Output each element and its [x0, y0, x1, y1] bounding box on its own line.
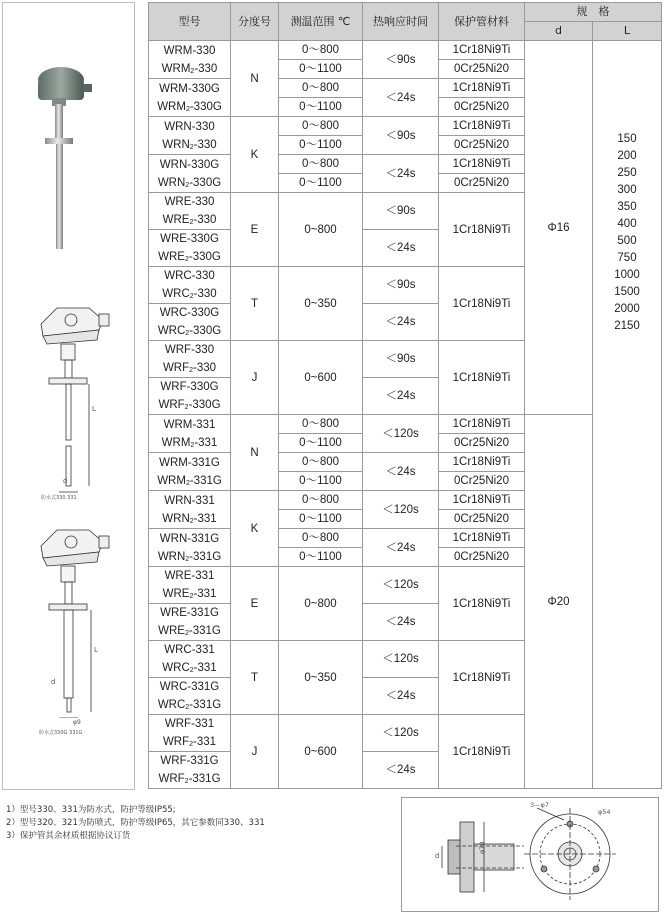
model-name: WRC-330G	[159, 307, 220, 319]
drawing-label-d1: d	[63, 477, 68, 485]
notes	[6, 804, 265, 843]
model-name: WRE-330	[164, 196, 215, 208]
grade-cell: T	[231, 641, 279, 715]
response-cell: ＜90s	[363, 117, 439, 155]
material-cell: 1Cr18Ni9Ti	[439, 193, 525, 267]
material-cell: 0Cr25Ni20	[439, 60, 525, 79]
length-value: 400	[617, 218, 637, 230]
model-name: $WRE_2-330G$	[158, 251, 221, 263]
note-item: 1）型号330、331为防水式，防护等级IP55;	[6, 805, 176, 815]
material-cell: 0Cr25Ni20	[439, 136, 525, 155]
drawing-label-L1: L	[92, 405, 96, 413]
grade-cell: K	[231, 117, 279, 193]
range-cell: 0～800	[279, 491, 363, 510]
material-cell: 1Cr18Ni9Ti	[439, 715, 525, 789]
model-cell	[149, 453, 231, 491]
response-cell: ＜24s	[363, 604, 439, 641]
model-name: WRM-331G	[159, 456, 220, 469]
table-row	[149, 41, 662, 60]
model-name: WRF-330	[164, 344, 215, 356]
grade-cell: N	[231, 415, 279, 491]
model-cell	[149, 230, 231, 267]
model-name: WRN-331G	[159, 532, 220, 545]
model-name: WRE-331G	[160, 607, 219, 619]
model-cell	[149, 529, 231, 567]
material-cell: 0Cr25Ni20	[439, 510, 525, 529]
range-cell: 0～800	[279, 529, 363, 548]
grade-cell: E	[231, 567, 279, 641]
response-cell: ＜24s	[363, 155, 439, 193]
grade-cell: E	[231, 193, 279, 267]
diameter-cell: Φ20	[525, 415, 593, 789]
header-spec: 规 格	[525, 3, 662, 22]
model-name: $WRC_2-330G$	[157, 325, 222, 337]
range-cell: 0~600	[279, 715, 363, 789]
range-cell: 0~350	[279, 641, 363, 715]
response-cell: ＜24s	[363, 752, 439, 789]
model-cell	[149, 41, 231, 79]
model-cell	[149, 641, 231, 678]
model-name: WRM-330	[163, 44, 216, 57]
model-name: $WRC_2-331$	[162, 662, 217, 674]
model-name: $WRF_2-330$	[162, 362, 217, 374]
material-cell: 0Cr25Ni20	[439, 472, 525, 491]
model-name: WRE-331	[164, 570, 215, 582]
model-name: WRN-330G	[159, 158, 220, 171]
model-name: WRF-330G	[160, 381, 219, 393]
dimension-drawing-330	[3, 296, 134, 506]
range-cell: 0～1100	[279, 98, 363, 117]
model-name: $WRE_2-331$	[162, 588, 217, 600]
length-value: 750	[617, 252, 637, 264]
grade-cell: J	[231, 341, 279, 415]
model-name: WRC-331G	[159, 681, 220, 693]
response-cell: ＜120s	[363, 491, 439, 529]
drawing-label-L2: L	[94, 646, 98, 654]
model-name: $WRN_2-330$	[162, 138, 217, 151]
drawing-label-d2: d	[51, 678, 56, 686]
model-name: $WRF_2-330G$	[158, 399, 221, 411]
material-cell: 1Cr18Ni9Ti	[439, 415, 525, 434]
table-row	[149, 415, 662, 434]
model-cell	[149, 378, 231, 415]
response-cell: ＜90s	[363, 267, 439, 304]
range-cell: 0～1100	[279, 434, 363, 453]
header-material: 保护管材料	[439, 3, 525, 41]
model-name: $WRM_2-330G$	[157, 100, 222, 113]
model-cell	[149, 155, 231, 193]
material-cell: 1Cr18Ni9Ti	[439, 567, 525, 641]
response-cell: ＜120s	[363, 641, 439, 678]
material-cell: 0Cr25Ni20	[439, 434, 525, 453]
response-cell: ＜24s	[363, 304, 439, 341]
model-cell	[149, 304, 231, 341]
model-name: $WRM_2-330$	[161, 62, 218, 75]
response-cell: ＜24s	[363, 79, 439, 117]
material-cell: 1Cr18Ni9Ti	[439, 491, 525, 510]
drawing-caption-330G: 防水式330G 331G	[39, 730, 83, 736]
grade-cell: N	[231, 41, 279, 117]
model-name: $WRM_2-331$	[161, 436, 218, 449]
model-cell	[149, 752, 231, 789]
flange-drawing-panel	[401, 797, 659, 912]
range-cell: 0～1100	[279, 60, 363, 79]
length-value: 1500	[614, 286, 640, 298]
model-cell	[149, 341, 231, 378]
range-cell: 0～800	[279, 155, 363, 174]
model-name: WRM-330G	[159, 82, 220, 95]
model-cell	[149, 415, 231, 453]
range-cell: 0~800	[279, 193, 363, 267]
length-value: 500	[617, 235, 637, 247]
model-name: $WRE_2-330$	[162, 214, 217, 226]
model-name: $WRN_2-331$	[162, 512, 217, 525]
range-cell: 0～800	[279, 117, 363, 136]
material-cell: 1Cr18Ni9Ti	[439, 641, 525, 715]
model-cell	[149, 117, 231, 155]
range-cell: 0～800	[279, 415, 363, 434]
range-cell: 0～1100	[279, 548, 363, 567]
model-cell	[149, 678, 231, 715]
material-cell: 1Cr18Ni9Ti	[439, 79, 525, 98]
flange-label-holes: 3—φ7	[530, 801, 550, 809]
range-cell: 0～1100	[279, 472, 363, 491]
model-name: $WRF_2-331$	[162, 736, 217, 748]
model-cell	[149, 715, 231, 752]
material-cell: 0Cr25Ni20	[439, 174, 525, 193]
header-response: 热响应时间	[363, 3, 439, 41]
model-name: WRC-330	[164, 270, 215, 282]
length-value: 2000	[614, 303, 640, 315]
flange-label-d: d	[435, 852, 440, 860]
length-value: 200	[617, 150, 637, 162]
length-value: 150	[617, 133, 637, 145]
model-name: $WRC_2-331G$	[157, 699, 222, 711]
model-name: $WRE_2-331G$	[158, 625, 221, 637]
range-cell: 0～800	[279, 453, 363, 472]
model-cell	[149, 491, 231, 529]
model-name: WRM-331	[163, 418, 216, 431]
length-value: 300	[617, 184, 637, 196]
length-value: 1000	[614, 269, 640, 281]
header-d: d	[525, 22, 593, 41]
note-item: 2）型号320、321为防喷式，防护等级IP65，其它参数同330、331	[6, 818, 265, 828]
drawing-label-phi9: φ9	[73, 719, 81, 726]
header-L: L	[593, 22, 662, 41]
material-cell: 0Cr25Ni20	[439, 548, 525, 567]
response-cell: ＜24s	[363, 678, 439, 715]
material-cell: 1Cr18Ni9Ti	[439, 41, 525, 60]
material-cell: 1Cr18Ni9Ti	[439, 453, 525, 472]
model-name: $WRF_2-331G$	[158, 773, 221, 785]
header-model: 型号	[149, 3, 231, 41]
thermocouple-photo	[3, 58, 134, 258]
response-cell: ＜90s	[363, 193, 439, 230]
model-cell	[149, 267, 231, 304]
material-cell: 0Cr25Ni20	[439, 98, 525, 117]
response-cell: ＜24s	[363, 529, 439, 567]
material-cell: 1Cr18Ni9Ti	[439, 267, 525, 341]
length-value: 250	[617, 167, 637, 179]
response-cell: ＜90s	[363, 341, 439, 378]
header-grade: 分度号	[231, 3, 279, 41]
material-cell: 1Cr18Ni9Ti	[439, 117, 525, 136]
product-images-panel	[2, 2, 135, 790]
response-cell: ＜120s	[363, 415, 439, 453]
response-cell: ＜90s	[363, 41, 439, 79]
dimension-drawing-330G	[3, 518, 134, 718]
model-name: WRC-331	[164, 644, 215, 656]
model-name: WRN-331	[164, 494, 215, 507]
diameter-cell: Φ16	[525, 41, 593, 415]
note-item: 3）保护管其余材质根据协议订货	[6, 831, 131, 841]
response-cell: ＜24s	[363, 378, 439, 415]
response-cell: ＜24s	[363, 453, 439, 491]
model-cell	[149, 193, 231, 230]
range-cell: 0～800	[279, 41, 363, 60]
flange-label-phi54: φ54	[598, 808, 611, 816]
range-cell: 0～1100	[279, 510, 363, 529]
material-cell: 1Cr18Ni9Ti	[439, 341, 525, 415]
length-value: 350	[617, 201, 637, 213]
spec-table	[148, 2, 662, 789]
range-cell: 0～800	[279, 79, 363, 98]
response-cell: ＜24s	[363, 230, 439, 267]
range-cell: 0～1100	[279, 174, 363, 193]
drawing-caption-330: 防水式330 331	[41, 495, 77, 501]
range-cell: 0~800	[279, 567, 363, 641]
flange-label-phi70: φ70	[478, 841, 486, 854]
material-cell: 1Cr18Ni9Ti	[439, 529, 525, 548]
model-name: WRF-331G	[160, 755, 219, 767]
grade-cell: K	[231, 491, 279, 567]
grade-cell: T	[231, 267, 279, 341]
length-value: 2150	[614, 320, 640, 332]
model-name: $WRN_2-330G$	[157, 176, 222, 189]
model-name: $WRN_2-331G$	[157, 550, 222, 563]
grade-cell: J	[231, 715, 279, 789]
material-cell: 1Cr18Ni9Ti	[439, 155, 525, 174]
model-name: WRE-330G	[160, 233, 219, 245]
model-name: WRN-330	[164, 120, 215, 133]
response-cell: ＜120s	[363, 567, 439, 604]
model-cell	[149, 604, 231, 641]
response-cell: ＜120s	[363, 715, 439, 752]
spec-table-body	[149, 41, 662, 789]
range-cell: 0～1100	[279, 136, 363, 155]
flange-drawing	[402, 798, 658, 911]
model-cell	[149, 567, 231, 604]
header-range: 测温范围 ℃	[279, 3, 363, 41]
range-cell: 0~350	[279, 267, 363, 341]
model-name: $WRC_2-330$	[162, 288, 217, 300]
range-cell: 0~600	[279, 341, 363, 415]
length-cell	[593, 41, 662, 789]
model-name: WRF-331	[164, 718, 215, 730]
model-cell	[149, 79, 231, 117]
model-name: $WRM_2-331G$	[157, 474, 222, 487]
